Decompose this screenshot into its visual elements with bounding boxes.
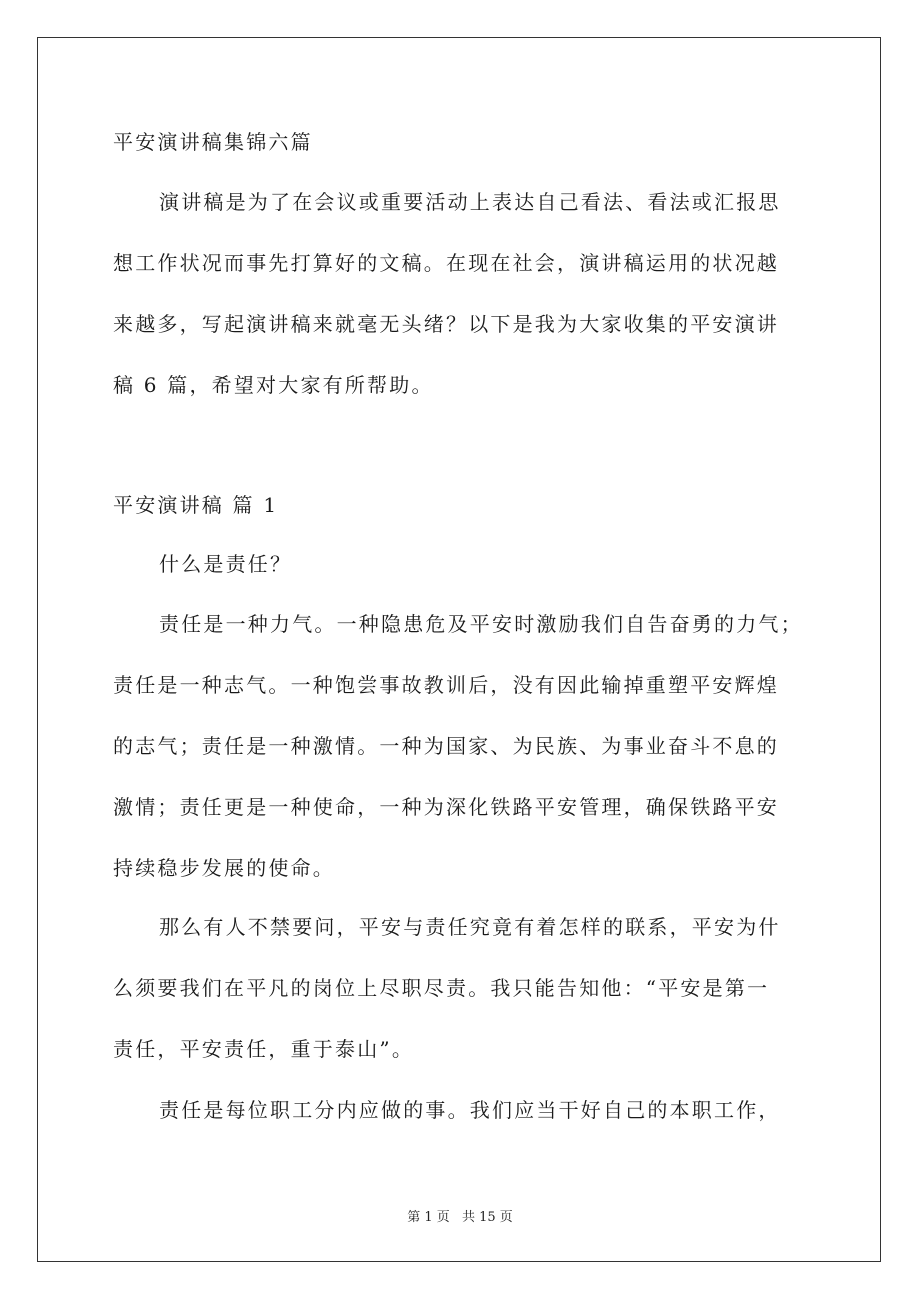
paragraph-line: 责任是一种力气。一种隐患危及平安时激励我们自告奋勇的力气；	[159, 612, 803, 636]
paragraph-line: 激情；责任更是一种使命，一种为深化铁路平安管理，确保铁路平安	[113, 795, 779, 819]
intro-line: 稿 6 篇，希望对大家有所帮助。	[113, 373, 434, 397]
page-border	[37, 37, 881, 1262]
paragraph-line: 责任是每位职工分内应做的事。我们应当干好自己的本职工作，	[159, 1098, 781, 1122]
paragraph-line: 么须要我们在平凡的岗位上尽职尽责。我只能告知他：“平安是第一	[113, 976, 770, 1000]
page-footer	[0, 1206, 920, 1225]
intro-line: 来越多，写起演讲稿来就毫无头绪？以下是我为大家收集的平安演讲	[113, 312, 779, 336]
paragraph-line: 的志气；责任是一种激情。一种为国家、为民族、为事业奋斗不息的	[113, 734, 779, 758]
question-line: 什么是责任？	[159, 552, 293, 576]
paragraph-line: 那么有人不禁要问，平安与责任究竟有着怎样的联系，平安为什	[159, 915, 781, 939]
paragraph-line: 持续稳步发展的使命。	[113, 856, 335, 880]
intro-line: 想工作状况而事先打算好的文稿。在现在社会，演讲稿运用的状况越	[113, 251, 779, 275]
section-title: 平安演讲稿 篇 1	[113, 493, 279, 517]
document-title: 平安演讲稿集锦六篇	[113, 130, 313, 154]
page-number: 第 1 页	[407, 1210, 450, 1225]
paragraph-line: 责任，平安责任，重于泰山”。	[113, 1037, 415, 1061]
intro-line: 演讲稿是为了在会议或重要活动上表达自己看法、看法或汇报思	[159, 190, 781, 214]
paragraph-line: 责任是一种志气。一种饱尝事故教训后，没有因此输掉重塑平安辉煌	[113, 673, 779, 697]
page-total: 共 15 页	[461, 1210, 513, 1225]
